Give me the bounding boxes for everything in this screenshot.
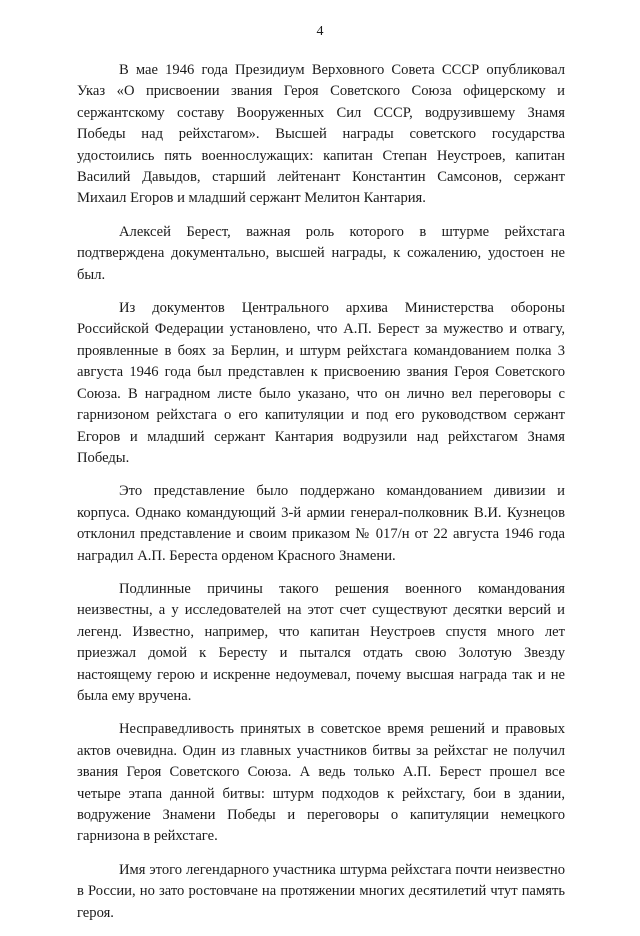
paragraph-6: Несправедливость принятых в советское время решений и правовых актов очевидна. Один из главных участников битвы за рейхстаг не получил звания Героя Советского Союза. А ведь только А.П. Берест прошел все четыре этапа данной битвы: штурм подходов к рейхстагу, бои в здании, водружение Знамени Победы и переговоры о капитуляции немецкого гарнизона в рейхстаге. xyxy=(77,721,565,845)
document-body xyxy=(77,60,565,936)
paragraph-2: Алексей Берест, важная роль которого в штурме рейхстага подтверждена документально, высшей награды, к сожалению, удостоен не был. xyxy=(77,223,565,283)
paragraph-7: Имя этого легендарного участника штурма рейхстага почти неизвестно в России, но зато ростовчане на протяжении многих десятилетий чтут память героя. xyxy=(77,861,565,921)
paragraph-4: Это представление было поддержано командованием дивизии и корпуса. Однако командующий 3-й армии генерал-полковник В.И. Кузнецов отклонил представление и своим приказом № 017/н от 22 августа 1946 года наградил А.П. Береста орденом Красного Знамени. xyxy=(77,483,565,564)
paragraph-5: Подлинные причины такого решения военного командования неизвестны, а у исследователей на этот счет существуют десятки версий и легенд. Известно, например, что капитан Неустроев спустя много лет приезжал домой к Бересту и пытался отдать свою Золотую Звезду настоящему герою и искренне недоумевал, почему высшая награда так и не была ему вручена. xyxy=(77,580,565,704)
paragraph-1: В мае 1946 года Президиум Верховного Совета СССР опубликовал Указ «О присвоении звания Героя Советского Союза офицерскому и сержантскому составу Вооруженных Сил СССР, водрузившему Знамя Победы над рейхстагом». Высшей награды советского государства удостоились пять военнослужащих: капитан Степан Неустроев, капитан Василий Давыдов, старший лейтенант Константин Самсонов, сержант Михаил Егоров и младший сержант Мелитон Кантария. xyxy=(77,62,565,207)
page-number: 4 xyxy=(316,24,324,39)
paragraph-3: Из документов Центрального архива Министерства обороны Российской Федерации установлено, что А.П. Берест за мужество и отвагу, проявленные в боях за Берлин, и штурм рейхстага командованием полка 3 августа 1946 года был представлен к присвоению звания Героя Советского Союза. В наградном листе было указано, что он лично вел переговоры с гарнизоном рейхстага о его капитуляции и под его руководством сержант Егоров и младший сержант Кантария водрузили над рейхстагом Знамя Победы. xyxy=(77,300,565,466)
